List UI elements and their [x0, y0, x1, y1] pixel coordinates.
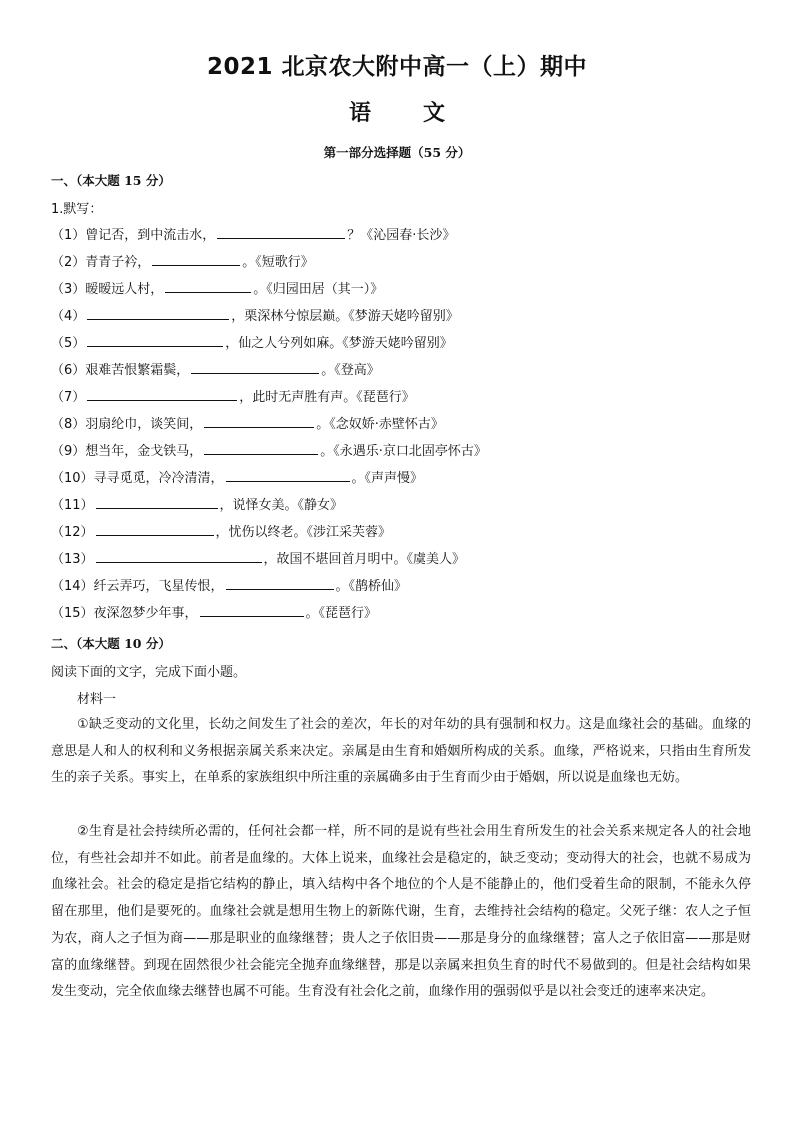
section-1-heading: 一、（本大题 15 分） [51, 173, 171, 188]
passage-paragraph-1: ①缺乏变动的文化里，长幼之间发生了社会的差次，年长的对年幼的具有强制和权力。这是血缘社会的基础。血缘的意思是人和人的权利和义务根据亲属关系来决定。亲属是由生育和婚姻所构成的关系。血缘，严格说来，只指由生育所发生的亲子关系。事实上，在单系的家族组织中所注重的亲属确多由于生育而少由于婚姻，所以说是血缘也无妨。 [51, 717, 751, 786]
dictation-item [51, 305, 459, 324]
dictation-item [51, 440, 487, 459]
item-suffix: 。《鹊桥仙》 [335, 579, 408, 594]
answer-blank[interactable] [96, 496, 218, 509]
item-prefix: （5） [51, 336, 86, 351]
answer-blank[interactable] [204, 415, 314, 428]
part-heading: 第一部分选择题（55 分） [323, 145, 471, 160]
answer-blank[interactable] [200, 604, 304, 617]
item-prefix: （13） [51, 552, 94, 567]
item-suffix: 。《念奴娇·赤壁怀古》 [316, 417, 444, 432]
item-prefix: （4） [51, 309, 86, 324]
document-title: 2021 北京农大附中高一（上）期中 [206, 54, 588, 80]
item-suffix: 。《声声慢》 [351, 471, 424, 486]
dictation-item [51, 521, 391, 540]
dictation-item [51, 467, 423, 486]
item-prefix: （7） [51, 390, 86, 405]
item-suffix: 。《登高》 [321, 363, 380, 378]
item-prefix: （2）青青子衿， [51, 255, 151, 270]
answer-blank[interactable] [96, 523, 214, 536]
item-prefix: （8）羽扇纶巾，谈笑间， [51, 417, 203, 432]
item-suffix: 。《短歌行》 [242, 255, 314, 270]
dictation-item [51, 602, 377, 621]
item-suffix: ，故国不堪回首月明中。《虞美人》 [263, 552, 466, 567]
item-suffix: ，仙之人兮列如麻。《梦游天姥吟留别》 [225, 336, 453, 351]
answer-blank[interactable] [217, 226, 345, 239]
item-suffix: ？《沁园春·长沙》 [347, 228, 456, 243]
item-prefix: （12） [51, 525, 94, 540]
subject-char-2: 文 [423, 100, 446, 126]
answer-blank[interactable] [226, 577, 334, 590]
answer-blank[interactable] [165, 280, 251, 293]
answer-blank[interactable] [152, 253, 240, 266]
dictation-item [51, 413, 444, 432]
item-prefix: （3）暧暧远人村， [51, 282, 164, 297]
dictation-item [51, 224, 455, 243]
answer-blank[interactable] [226, 469, 350, 482]
dictation-item [51, 359, 380, 378]
answer-blank[interactable] [191, 361, 319, 374]
item-prefix: （6）艰难苦恨繁霜鬓， [51, 363, 190, 378]
answer-blank[interactable] [96, 550, 262, 563]
reading-instruction: 阅读下面的文字，完成下面小题。 [51, 665, 247, 680]
item-suffix: ，说怿女美。《静女》 [219, 498, 344, 513]
item-prefix: （1）曾记否，到中流击水， [51, 228, 216, 243]
subject-title [0, 96, 794, 127]
item-suffix: ，忧伤以终老。《涉江采芙蓉》 [215, 525, 392, 540]
answer-blank[interactable] [87, 334, 223, 347]
dictation-item [51, 548, 465, 567]
answer-blank[interactable] [87, 307, 229, 320]
dictation-item [51, 332, 453, 351]
dictation-item [51, 278, 383, 297]
material-label: 材料一 [77, 692, 117, 707]
item-suffix: 。《归园田居（其一）》 [253, 282, 384, 297]
question-1-label: 1.默写： [51, 202, 103, 217]
item-suffix: ，此时无声胜有声。《琵琶行》 [239, 390, 415, 405]
section-2-heading: 二、（本大题 10 分） [51, 636, 171, 651]
dictation-item [51, 386, 415, 405]
item-prefix: （11） [51, 498, 94, 513]
passage-paragraph-2: ②生育是社会持续所必需的，任何社会都一样，所不同的是说有些社会用生育所发生的社会关系来规定各人的社会地位，有些社会却并不如此。前者是血缘的。大体上说来，血缘社会是稳定的，缺乏变动；变动得大的社会，也就不易成为血缘社会。社会的稳定是指它结构的静止，填入结构中各个地位的个人是不能静止的，他们受着生命的限制，不能永久停留在那里，他们是要死的。血缘社会就是想用生物上的新陈代谢，生育，去维持社会结构的稳定。父死子继：农人之子恒为农，商人之子恒为商——那是职业的血缘继替；贵人之子依旧贵——那是身分的血缘继替；富人之子依旧富——那是财富的血缘继替。到现在固然很少社会能完全抛弃血缘继替，那是以亲属来担负生育的时代不易做到的。但是社会结构如果发生变动，完全依血缘去继替也属不可能。生育没有社会化之前，血缘作用的强弱似乎是以社会变迁的速率来决定。 [51, 824, 751, 1000]
item-prefix: （15）夜深忽梦少年事， [51, 606, 198, 621]
item-prefix: （9）想当年，金戈铁马， [51, 444, 203, 459]
item-prefix: （10）寻寻觅觅，冷冷清清， [51, 471, 224, 486]
answer-blank[interactable] [204, 442, 318, 455]
answer-blank[interactable] [87, 388, 237, 401]
subject-char-1: 语 [348, 100, 371, 126]
item-suffix: 。《琵琶行》 [305, 606, 378, 621]
dictation-item [51, 494, 343, 513]
item-prefix: （14）纤云弄巧，飞星传恨， [51, 579, 224, 594]
dictation-item [51, 575, 407, 594]
dictation-item [51, 251, 314, 270]
item-suffix: 。《永遇乐·京口北固亭怀古》 [320, 444, 487, 459]
item-suffix: ，栗深林兮惊层巅。《梦游天姥吟留别》 [231, 309, 459, 324]
